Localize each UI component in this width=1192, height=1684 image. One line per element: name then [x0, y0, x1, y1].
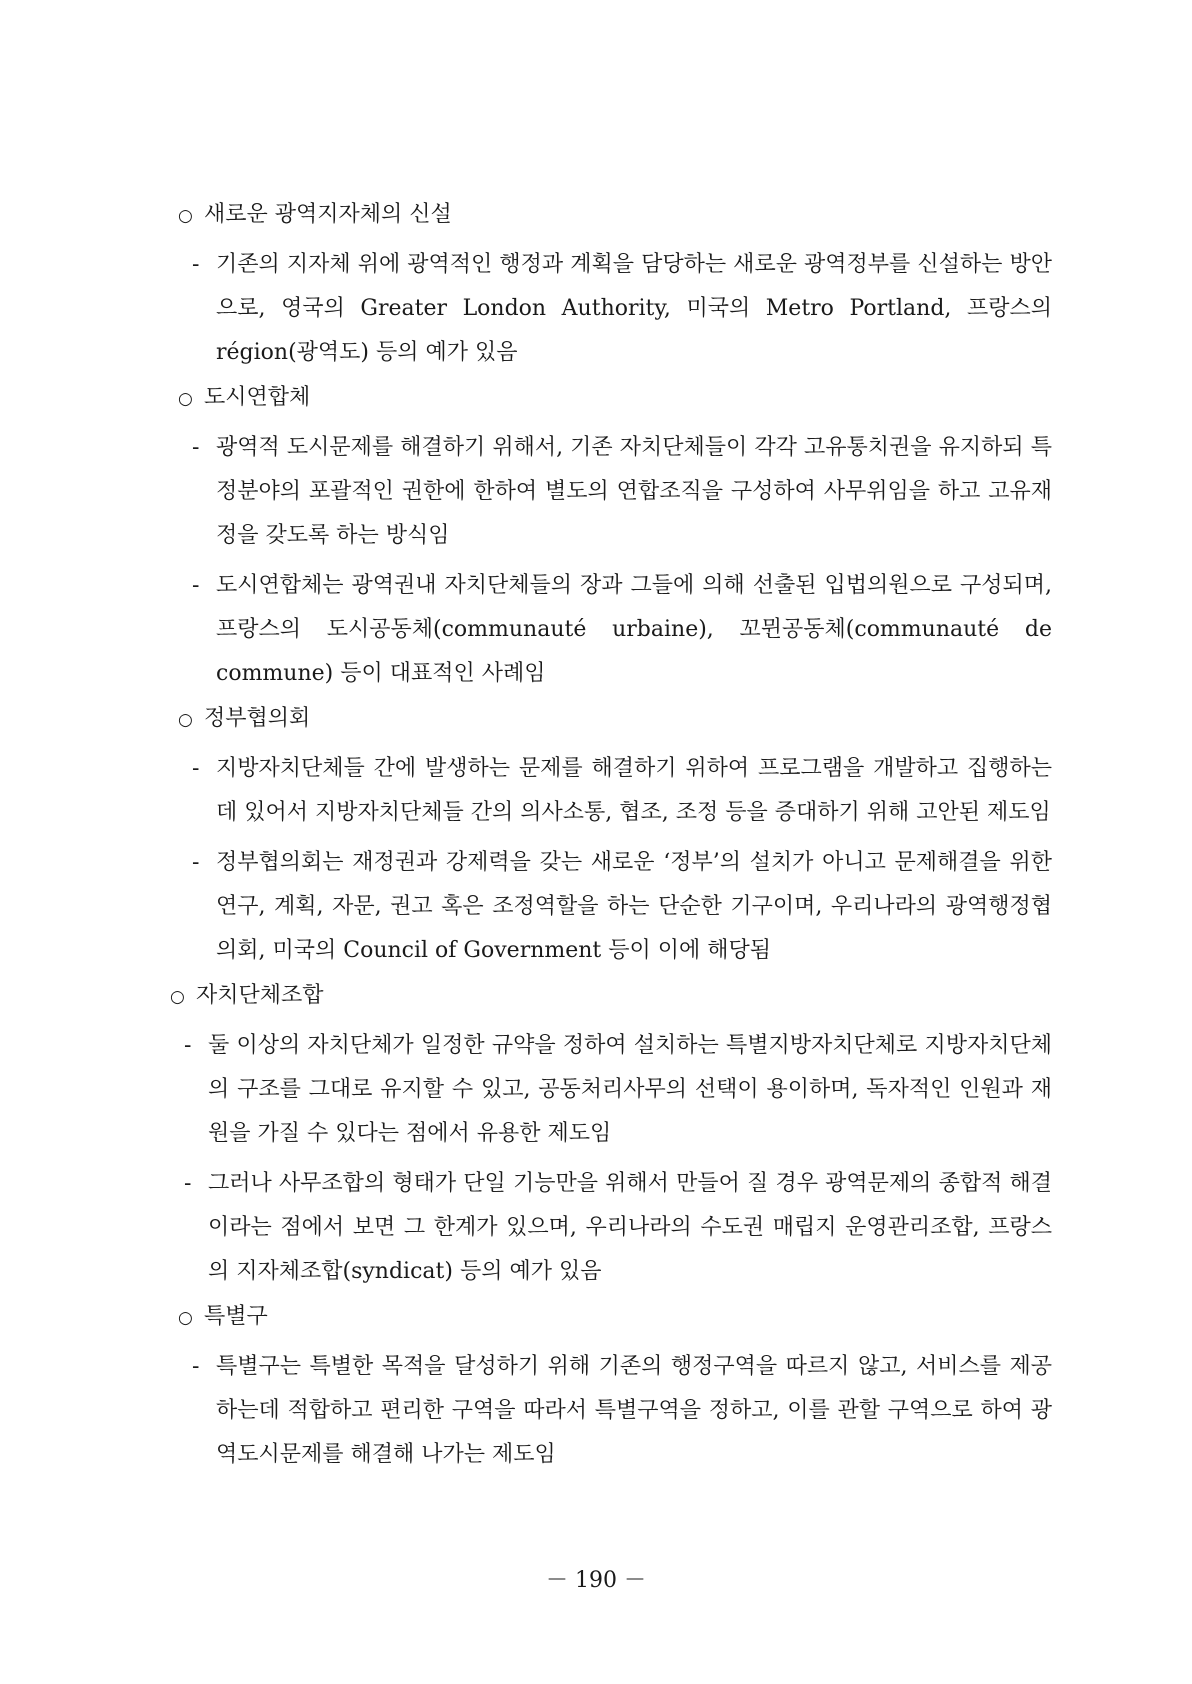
section-new-regional-government	[0, 200, 1192, 375]
circle-bullet-icon: ○	[178, 206, 193, 226]
list-item	[192, 1345, 1052, 1477]
list-item	[192, 747, 1052, 835]
dash-marker: -	[184, 1033, 192, 1058]
section-heading	[178, 200, 1192, 231]
circle-bullet-icon: ○	[178, 710, 193, 730]
list-item	[192, 243, 1052, 375]
section-urban-federation	[0, 383, 1192, 696]
section-heading	[178, 704, 1192, 735]
dash-marker: -	[192, 850, 200, 875]
section-title: 특별구	[204, 1304, 268, 1329]
list-item	[184, 1162, 1052, 1294]
section-title: 자치단체조합	[196, 983, 324, 1008]
section-title: 새로운 광역지자체의 신설	[204, 202, 452, 227]
list-item-text: 그러나 사무조합의 형태가 단일 기능만을 위해서 만들어 질 경우 광역문제의 종합적 해결이라는 점에서 보면 그 한계가 있으며, 우리나라의 수도권 매립지 운영관리조합, 프랑스의 지자체조합(syndicat) 등의 예가 있음	[208, 1171, 1052, 1284]
page-number: － 190 －	[546, 1568, 646, 1593]
section-heading	[178, 383, 1192, 414]
section-title: 도시연합체	[204, 385, 311, 410]
list-item-text: 지방자치단체들 간에 발생하는 문제를 해결하기 위하여 프로그램을 개발하고 집행하는데 있어서 지방자치단체들 간의 의사소통, 협조, 조정 등을 증대하기 위해 고안된 제도임	[216, 756, 1052, 825]
section-municipal-association	[0, 981, 1192, 1294]
circle-bullet-icon: ○	[178, 1308, 193, 1328]
list-item-text: 특별구는 특별한 목적을 달성하기 위해 기존의 행정구역을 따르지 않고, 서비스를 제공하는데 적합하고 편리한 구역을 따라서 특별구역을 정하고, 이를 관할 구역으로 하여 광역도시문제를 해결해 나가는 제도임	[216, 1354, 1052, 1467]
list-item	[184, 1024, 1052, 1156]
dash-marker: -	[184, 1171, 192, 1196]
list-item-text: 기존의 지자체 위에 광역적인 행정과 계획을 담당하는 새로운 광역정부를 신설하는 방안으로, 영국의 Greater London Authority, 미국의 Metro Portland, 프랑스의 région(광역도) 등의 예가 있음	[216, 252, 1052, 365]
section-special-district	[0, 1302, 1192, 1477]
list-item-text: 광역적 도시문제를 해결하기 위해서, 기존 자치단체들이 각각 고유통치권을 유지하되 특정분야의 포괄적인 권한에 한하여 별도의 연합조직을 구성하여 사무위임을 하고 고유재정을 갖도록 하는 방식임	[216, 435, 1052, 548]
dash-marker: -	[192, 756, 200, 781]
dash-marker: -	[192, 252, 200, 277]
section-title: 정부협의회	[204, 706, 311, 731]
section-council-of-governments	[0, 704, 1192, 973]
document-body	[0, 200, 1192, 1485]
list-item-text: 정부협의회는 재정권과 강제력을 갖는 새로운 ‘정부’의 설치가 아니고 문제해결을 위한 연구, 계획, 자문, 권고 혹은 조정역할을 하는 단순한 기구이며, 우리나라의 광역행정협의회, 미국의 Council of Government 등이 이에 해당됨	[216, 850, 1052, 963]
section-heading	[170, 981, 1192, 1012]
dash-marker: -	[192, 1354, 200, 1379]
list-item-text: 둘 이상의 자치단체가 일정한 규약을 정하여 설치하는 특별지방자치단체로 지방자치단체의 구조를 그대로 유지할 수 있고, 공동처리사무의 선택이 용이하며, 독자적인 인원과 재원을 가질 수 있다는 점에서 유용한 제도임	[208, 1033, 1052, 1146]
section-heading	[178, 1302, 1192, 1333]
circle-bullet-icon: ○	[178, 389, 193, 409]
dash-marker: -	[192, 573, 200, 598]
dash-marker: -	[192, 435, 200, 460]
list-item	[192, 426, 1052, 558]
list-item	[192, 841, 1052, 973]
circle-bullet-icon: ○	[170, 987, 185, 1007]
list-item-text: 도시연합체는 광역권내 자치단체들의 장과 그들에 의해 선출된 입법의원으로 구성되며, 프랑스의 도시공동체(communauté urbaine), 꼬뮌공동체(communauté de commune) 등이 대표적인 사례임	[216, 573, 1052, 686]
list-item	[192, 564, 1052, 696]
